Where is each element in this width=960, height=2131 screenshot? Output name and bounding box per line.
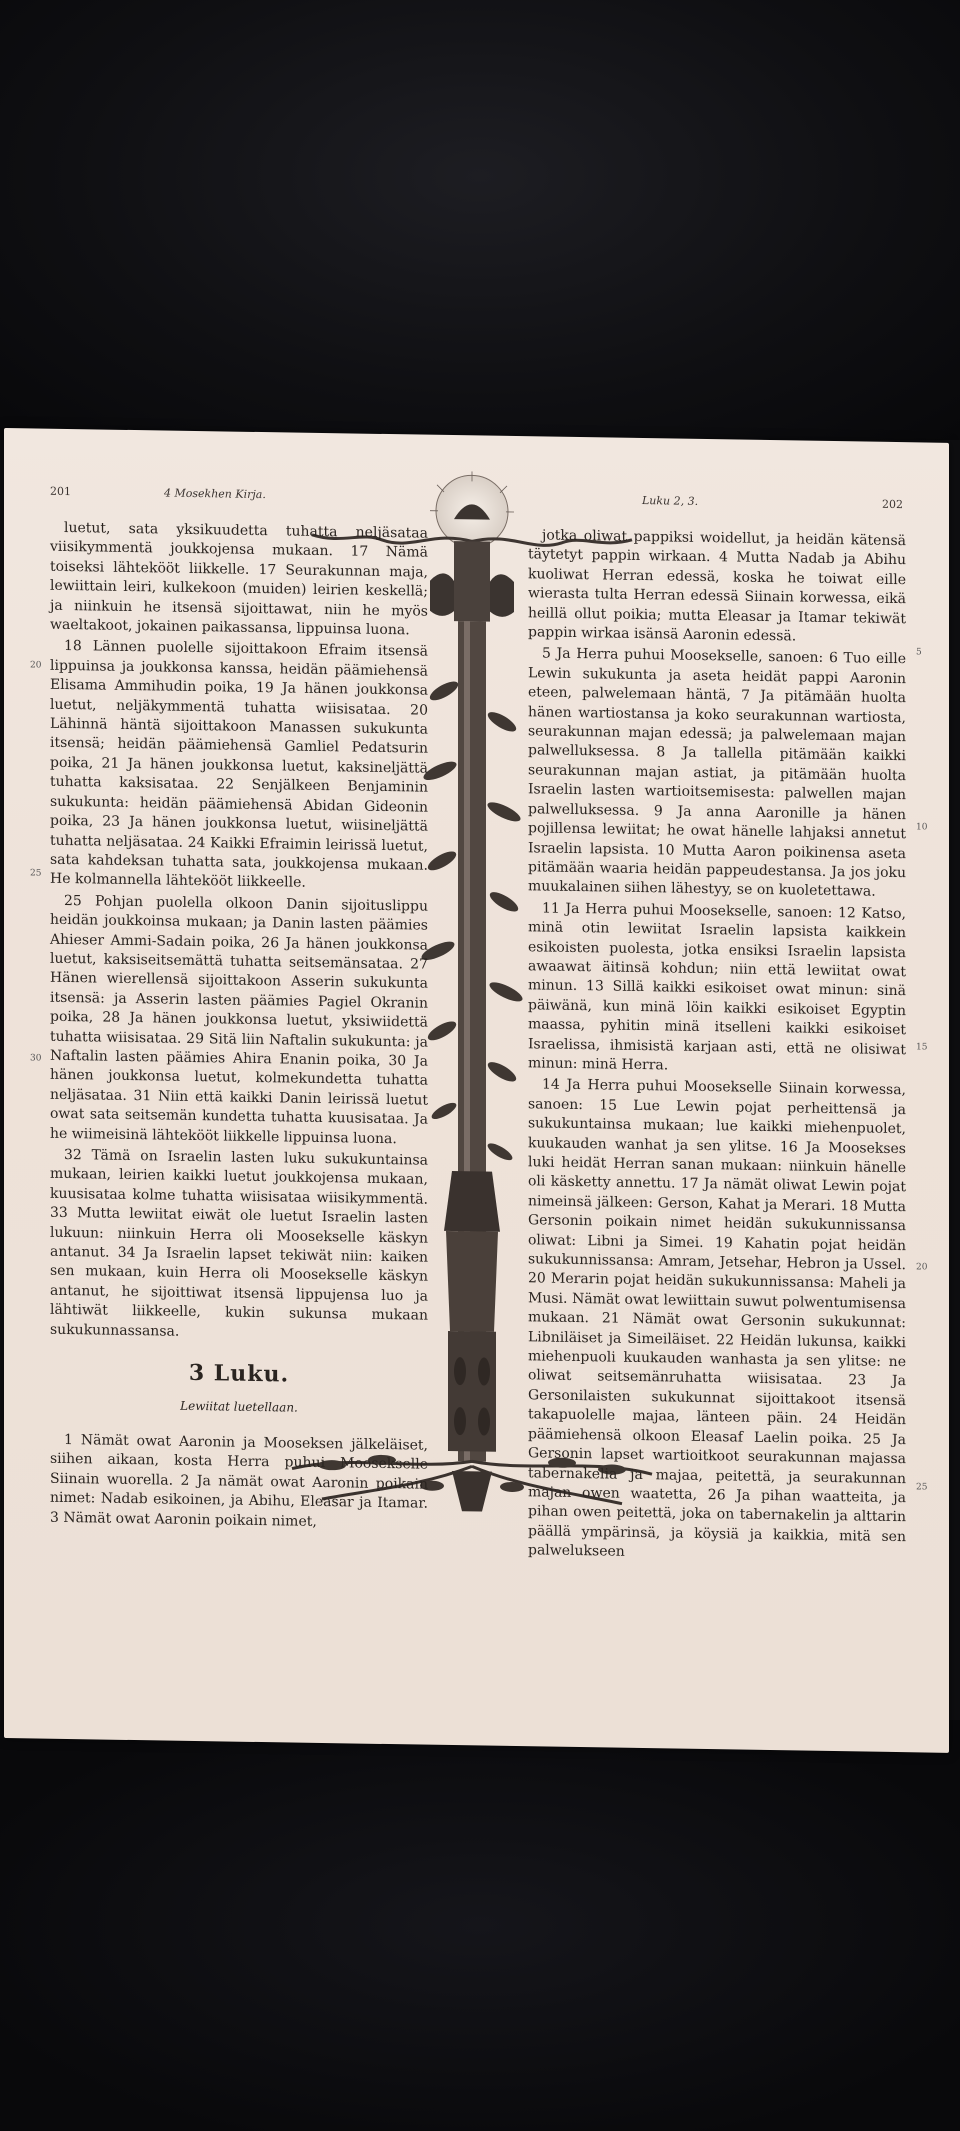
page-number-left: 201 xyxy=(50,484,71,499)
paragraph: 1 Nämät owat Aaronin ja Mooseksen jälkeläiset, siihen aikaan, kosta Herra puhui Moosekselle Siinain wuorella. 2 Ja nämät owat Aaronin poikain nimet: Nadab esikoinen, ja Abihu, Eleasar ja Itamar. 3 Nämät owat Aaronin poikain nimet, xyxy=(50,1431,428,1530)
margin-verse-number: 5 xyxy=(916,647,922,658)
paragraph: 5 Ja Herra puhui Moosekselle, sanoen: 6 Tuo eille Lewin sukukunta ja aseta heidät pappi Aaronin eteen, palwelemaan häntä, 7 Ja pitämään huolta hänen wartiostansa ja koko seurakunnan wartiosta, seurakunnan majan edessä; ja palwelemaan majan palwelluksessa. 8 Ja tallella pitämään kaikki seurakunnan majan astiat, ja pitämään huolta Israelin lasten wartioitsemisesta: palwellen majan palwelluksessa. 9 Ja anna Aaronille ja hänen pojillensa lewiitat; he owat hänelle lahjaksi annetut Israelin lapsista. 10 Mutta Aaron poikinensa aseta pitämään waaria heidän pappeudestansa. Ja jos joku muukalainen siihen lähestyy, se on kuoletettawa. xyxy=(528,645,906,901)
paragraph: jotka oliwat pappiksi woidellut, ja heidän kätensä täytetyt pappin wirkaan. 4 Mutta Nadab ja Abihu kuoliwat Herran edessä, koska he toiwat eille wierasta tulta Herran edessä Siinain korwessa, eikä heillä ollut poikia; mutta Eleasar ja Itamar tekiwät pappin wirkaa isänsä Aaronin edessä. xyxy=(528,527,906,645)
margin-verse-number: 25 xyxy=(916,1482,928,1493)
paragraph: 32 Tämä on Israelin lasten luku sukukuntainsa mukaan, leirien kaikki luetut joukkojensa mukaan, kuusisataa kolme tuhatta wiisisataa wiisikymmentä. 33 Mutta lewiitat eiwät ole luetut Israelin lasten lukuun: niinkuin Herra oli Moosekselle käskyn antanut. 34 Ja Israelin lapset tekiwät niin: kaiken sen mukaan, kuin Herra oli Moosekselle käskyn antanut, he sijoittiwat itsensä lippujensa luo ja lähtiwät liikkeelle, kukin sukunsa mukaan sukukunnassansa. xyxy=(50,1146,428,1340)
chapter-summary: Lewiitat luetellaan. xyxy=(180,1399,298,1416)
paragraph: 11 Ja Herra puhui Moosekselle, sanoen: 12 Katso, minä otin lewiitat Israelin lapsista kaikkein esikoisten puolesta, jotka ensiksi Israelin lapsista awaawat äitinsä kohdun; niin että lewiitat owat minun. 13 Sillä kaikki esikoiset owat minun: sinä päiwänä, kun minä löin kaikki esikoiset Egyptin maassa, pyhitin minä itselleni kaikki esikoiset Israelissa, ihmisistä karjaan asti, että ne olisiwat minun: minä Herra. xyxy=(528,900,906,1074)
book-page-spread xyxy=(4,428,949,1753)
margin-verse-number: 20 xyxy=(916,1262,928,1273)
margin-verse-number: 20 xyxy=(30,660,42,671)
margin-verse-number: 30 xyxy=(30,1053,42,1064)
paragraph: luetut, sata yksikuudetta tuhatta neljäsataa viisikymmentä joukkojensa mukaan. 17 Nämä toiseksi lähtekööt liikkelle. 17 Seurakunnan maja, lewiittain leiri, kulkekoon (muiden) leirien keskellä; ja niinkuin he itsensä sijoittawat, niin he myös waeltakoot, jokainen paikassansa, lippuinsa luona. xyxy=(50,519,428,639)
chapter-ref-right: Luku 2, 3. xyxy=(642,494,699,508)
dark-background-top xyxy=(0,0,960,440)
paragraph: 14 Ja Herra puhui Moosekselle Siinain korwessa, sanoen: 15 Lue Lewin pojat perheittensä ja sukukuntainsa mukaan; lue kaikki miehenpuolet, kuukauden wanhat ja sen ylitse. 16 Ja Moosekses luki heidät Herran sanan mukaan: niinkuin hänelle oli käsketty annettu. 17 Ja nämät oliwat Lewin pojat nimeinsä jälkeen: Gerson, Kahat ja Merari. 18 Mutta Gersonin poikain nimet heidän sukukunnissansa oliwat: Libni ja Simei. 19 Kahatin pojat heidän sukukunnissansa: Amram, Jetsehar, Hebron ja Ussel. 20 Merarin pojat heidän sukukunnissansa: Maheli ja Musi. Nämät owat lewiittain suwut polwentumisensa mukaan. 21 Nämät owat Gersonin sukukunnat: Libniläiset ja Simeiläiset. 22 Heidän lukunsa, kaikki miehenpuoli kuukauden wanhasta ja sen ylitse: ne oliwat seitsemänruhatta wiisisataa. 23 Ja Gersonilaisten sukukunnat sijoittakoot itsensä takapuolelle majaa, länteen päin. 24 Heidän päämiehensä olkoon Eleasaf Laelin poika. 25 Ja Gersonin lapset wartioitkoot seurakunnan majassa tabernakelia ja majaa, peitettä, ja seurakunnan majan owen waatetta, 26 Ja pihan waatteita, ja pihan owen peitettä, joka on tabernakelin ja alttarin päällä ympärinsä, ja köysiä ja kaikkia, mitä sen palwelukseen xyxy=(528,1076,906,1560)
right-text-column xyxy=(528,526,906,1568)
paragraph: 18 Lännen puolelle sijoittakoon Efraim itsensä lippuinsa ja joukkonsa kanssa, heidän päämiehensä Elisama Ammihudin poika, 19 Ja hänen joukkonsa luetut, neljäkymmentä tuhatta wiisisataa. 20 Lähinnä häntä sijoittakoon Manassen sukukunta itsensä; heidän päämiehensä Gamliel Pedatsurin poika, 21 Ja hänen joukkonsa luetut, kaksineljättä tuhatta kaksisataa. 22 Senjälkeen Benjaminin sukukunta: heidän päämiehensä Abidan Gideonin poika, 23 Ja hänen joukkonsa luetut, wiisineljättä tuhatta neljäsataa. 24 Kaikki Efraimin leirissä luetut, sata kahdeksan tuhatta sata, joukkojensa mukaan. He kolmannella lähtekööt liikkeelle. xyxy=(50,638,428,892)
paragraph: 25 Pohjan puolella olkoon Danin sijoituslippu heidän joukkoinsa mukaan; ja Danin lasten päämies Ahieser Ammi-Sadain poika, 26 Ja hänen joukkonsa luetut, kaksiseitsemättä tuhatta seitsemänsataa. 27 Hänen wierellensä sijoittakoon Asserin sukukunta itsensä: ja Asserin lasten päämies Pagiel Okranin poika, 28 Ja hänen joukkonsa luetut, yksiwiidettä tuhatta wiisisataa. 29 Sitä liin Naftalin sukukunta: ja Naftalin lasten päämies Ahira Enanin poika, 30 Ja hänen joukkonsa luetut, kolmekundetta tuhatta neljäsataa. 31 Niin että kaikki Danin leirissä luetut owat sata seitsemän kundetta tuhatta kuusisataa. Ja he wiimeisinä lähtekööt liikkelle lippuinsa luona. xyxy=(50,892,428,1147)
left-text-column xyxy=(50,519,428,1536)
page-number-right: 202 xyxy=(882,497,903,512)
margin-verse-number: 25 xyxy=(30,868,42,879)
book-title-left: 4 Mosekhen Kirja. xyxy=(164,486,266,502)
halo-icon xyxy=(430,471,514,548)
margin-verse-number: 10 xyxy=(916,822,928,833)
chapter-title: 3 Luku. xyxy=(188,1359,290,1388)
margin-verse-number: 15 xyxy=(916,1042,928,1053)
dark-background-bottom xyxy=(0,1720,960,2131)
